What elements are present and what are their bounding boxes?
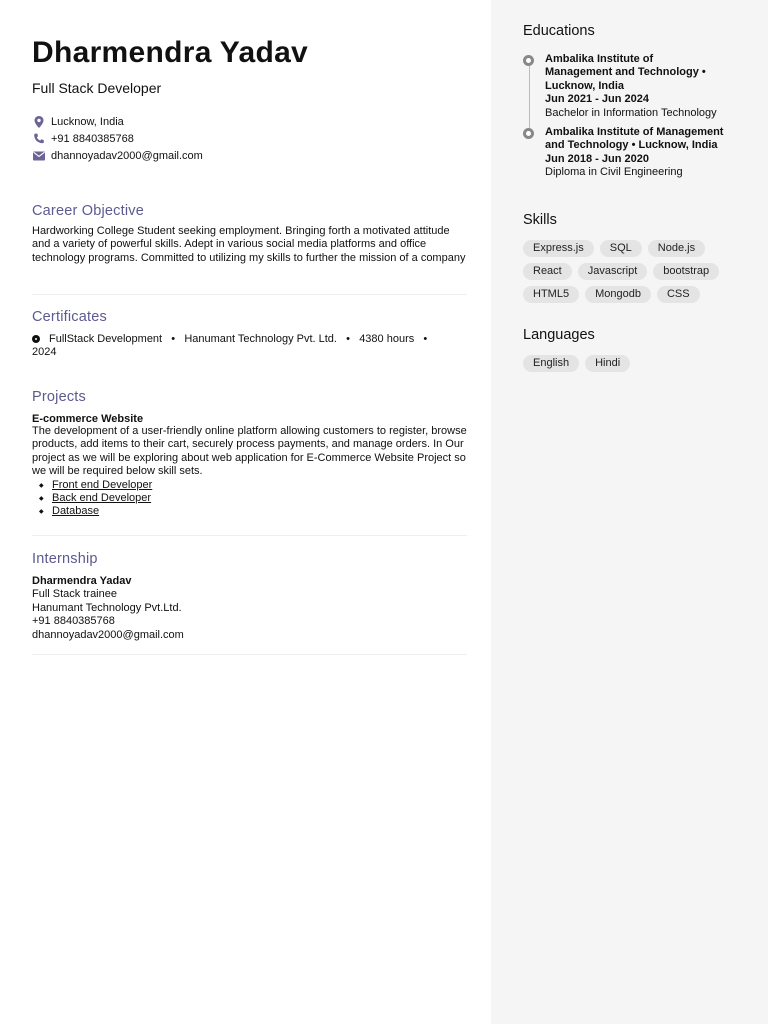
project-skill-link[interactable]: Front end Developer	[52, 478, 153, 491]
skill-chip: Node.js	[648, 240, 705, 257]
timeline-marker-icon	[523, 55, 534, 66]
internship-details	[32, 575, 467, 642]
education-dates: Jun 2018 - Jun 2020	[545, 152, 649, 165]
education-school: Management and Technology •	[545, 66, 706, 79]
project-skill-link[interactable]: Database	[52, 505, 100, 518]
projects-title: Projects	[32, 389, 86, 405]
skill-chip: CSS	[657, 286, 700, 303]
career-objective-section	[32, 203, 467, 265]
list-item	[32, 505, 467, 518]
location-pin-icon	[32, 116, 45, 128]
internship-company: Hanumant Technology Pvt.Ltd.	[32, 601, 182, 614]
language-chip: English	[523, 355, 579, 372]
education-list	[523, 53, 743, 180]
skills-chip-list	[523, 240, 753, 309]
contact-phone	[32, 130, 203, 147]
certificates-section	[32, 309, 467, 360]
list-item	[32, 479, 467, 492]
education-degree: Diploma in Civil Engineering	[545, 166, 683, 179]
educations-title: Educations	[523, 23, 595, 39]
contact-list	[32, 113, 203, 164]
education-school: and Technology • Lucknow, India	[545, 139, 718, 152]
education-item	[523, 53, 743, 120]
skill-chip: React	[523, 263, 572, 280]
skill-chip: HTML5	[523, 286, 579, 303]
skill-chip: Express.js	[523, 240, 594, 257]
internship-title: Internship	[32, 551, 98, 567]
education-dates: Jun 2021 - Jun 2024	[545, 93, 649, 106]
certificate-item: FullStack Development • Hanumant Technology Pvt. Ltd. • 4380 hours • 2024	[32, 333, 428, 359]
section-divider	[32, 535, 467, 536]
section-divider	[32, 294, 467, 295]
skills-title: Skills	[523, 212, 557, 228]
section-divider	[32, 654, 467, 655]
languages-chip-list	[523, 355, 753, 378]
bullet-icon	[32, 335, 40, 343]
education-school: Ambalika Institute of	[545, 53, 654, 65]
projects-section	[32, 389, 467, 519]
project-skill-link[interactable]: Back end Developer	[52, 492, 152, 505]
career-objective-title: Career Objective	[32, 203, 144, 219]
skill-chip: Javascript	[578, 263, 648, 280]
contact-location	[32, 113, 203, 130]
certificate-issuer: Hanumant Technology Pvt. Ltd.	[184, 333, 337, 345]
certificate-year: 2024	[32, 346, 57, 359]
certificate-hours: 4380 hours	[359, 333, 415, 345]
languages-title: Languages	[523, 327, 595, 343]
education-item	[523, 126, 743, 180]
candidate-name: Dharmendra Yadav	[32, 36, 309, 69]
certificates-title: Certificates	[32, 309, 107, 325]
contact-location-text: Lucknow, India	[51, 115, 124, 128]
timeline-marker-icon	[523, 128, 534, 139]
internship-phone: +91 8840385768	[32, 615, 115, 628]
certificate-name: FullStack Development	[49, 333, 163, 345]
list-item	[32, 492, 467, 505]
language-chip: Hindi	[585, 355, 630, 372]
mail-icon	[32, 150, 45, 162]
candidate-role: Full Stack Developer	[32, 80, 162, 96]
internship-email: dhannoyadav2000@gmail.com	[32, 628, 184, 641]
skill-chip: Mongodb	[585, 286, 651, 303]
career-objective-text: Hardworking College Student seeking employment. Bringing forth a motivated attitude and a variety of powerful skills. Adept in various social media platforms and office technology programs. Committed to utilizing my skills to further the mission of a company	[32, 225, 466, 264]
education-location: Lucknow, India	[545, 79, 625, 92]
education-school: Ambalika Institute of Management	[545, 126, 724, 139]
contact-phone-text[interactable]: +91 8840385768	[51, 132, 134, 145]
internship-section	[32, 551, 467, 642]
project-skill-list	[32, 479, 467, 519]
internship-position: Full Stack trainee	[32, 588, 117, 601]
project-description: The development of a user-friendly online platform allowing customers to register, browse products, add items to their cart, securely process payments, and manage orders. In Our project as we will be exploring about web application for E-Commerce Website Project so we will be required below skill sets.	[32, 425, 467, 478]
internship-name: Dharmendra Yadav	[32, 575, 132, 587]
education-degree: Bachelor in Information Technology	[545, 106, 717, 119]
project-name: E-commerce Website	[32, 413, 144, 425]
contact-email	[32, 147, 203, 164]
skill-chip: SQL	[600, 240, 642, 257]
skill-chip: bootstrap	[653, 263, 719, 280]
contact-email-text[interactable]: dhannoyadav2000@gmail.com	[51, 149, 203, 162]
phone-icon	[32, 133, 45, 145]
